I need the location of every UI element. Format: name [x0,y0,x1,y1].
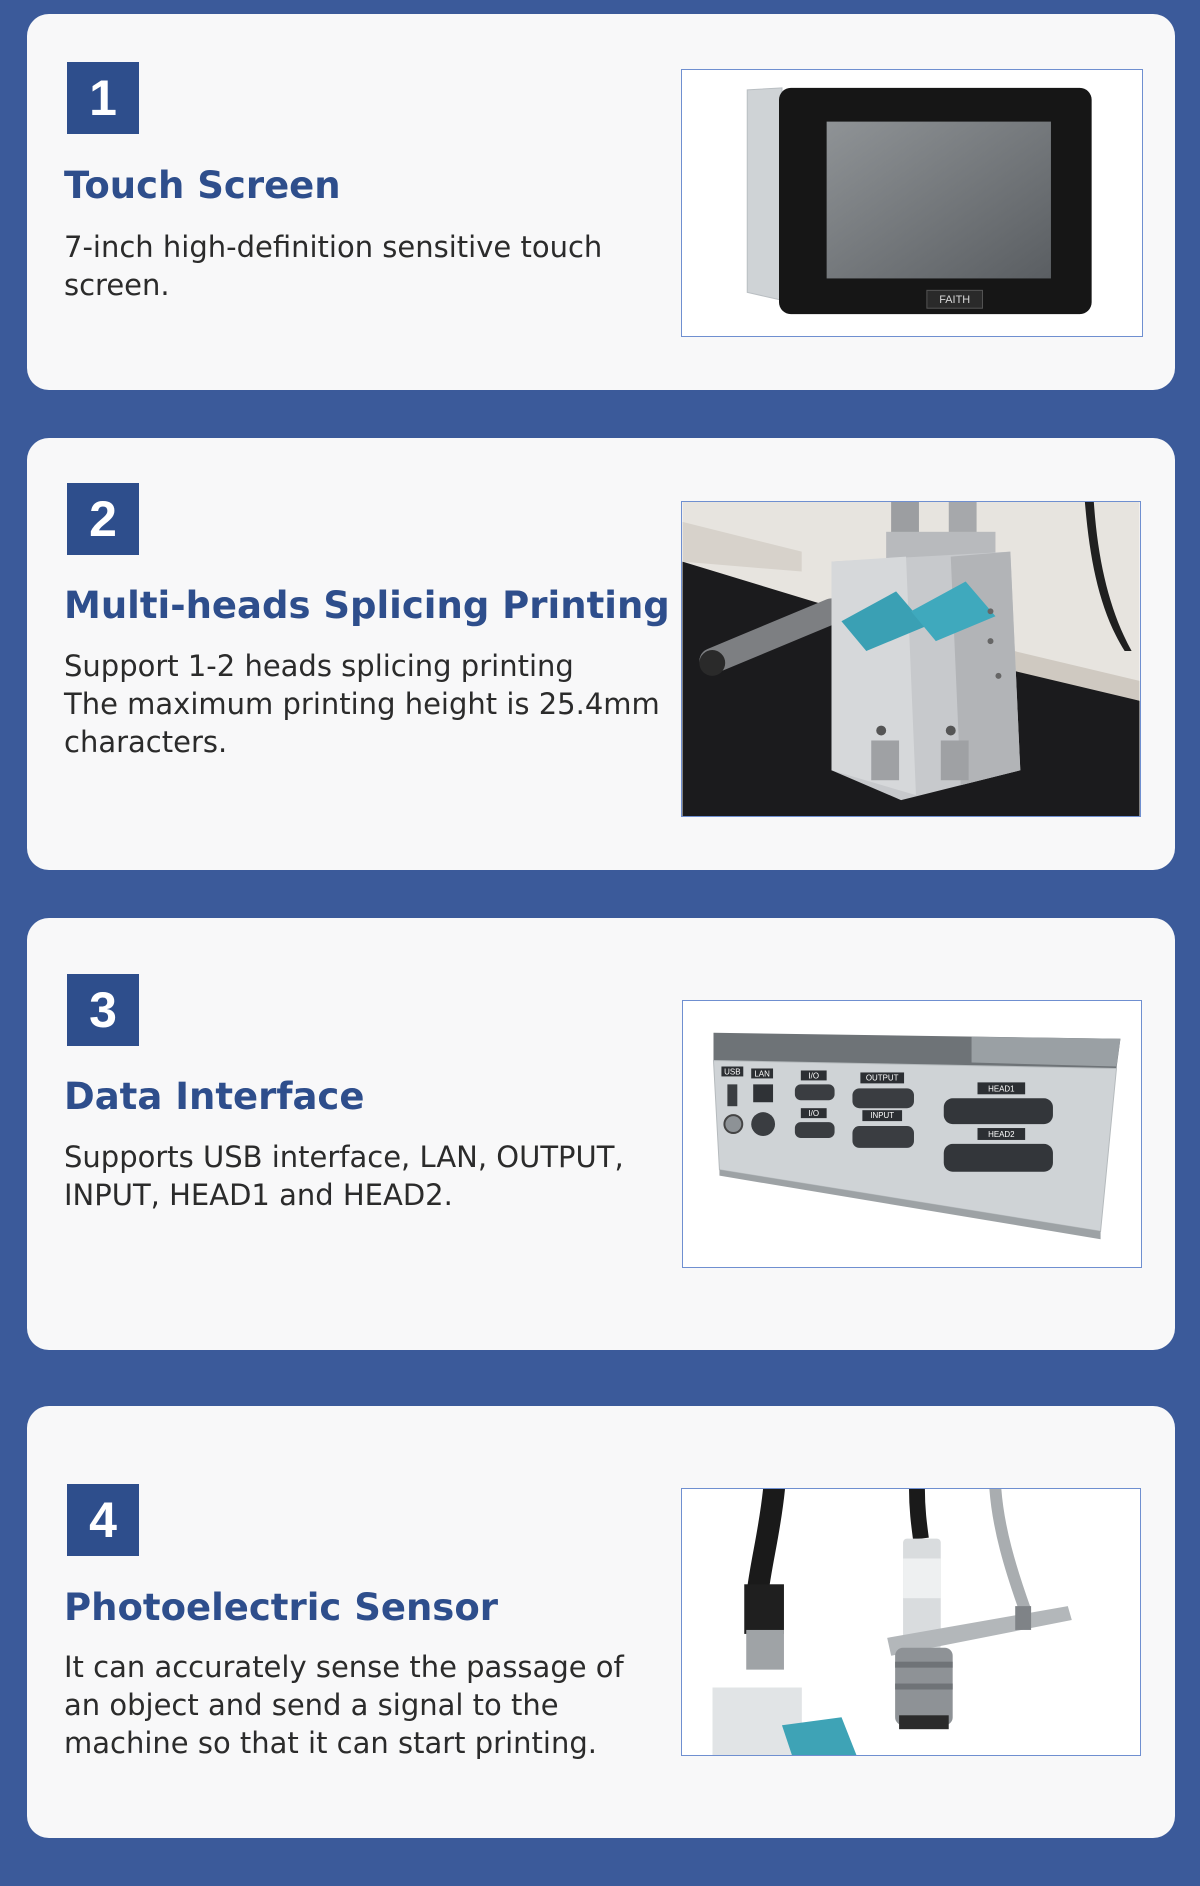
feature-description-line: It can accurately sense the passage of [64,1650,624,1684]
touch-screen-illustration [682,70,1142,336]
feature-description-line: Support 1-2 heads splicing printing [64,649,574,683]
feature-description [64,228,602,304]
feature-description-line: machine so that it can start printing. [64,1726,597,1760]
feature-card-photoelectric-sensor [27,1406,1175,1838]
feature-description-line: Supports USB interface, LAN, OUTPUT, [64,1140,624,1174]
feature-description [64,647,660,761]
data-interface-illustration [683,1001,1141,1267]
port-label-head2: HEAD2 [988,1129,1015,1139]
feature-title: Multi-heads Splicing Printing [64,584,670,627]
feature-title: Touch Screen [64,164,341,207]
feature-description-line: screen. [64,268,170,302]
touch-screen-photo [681,69,1143,337]
feature-description [64,1648,624,1762]
feature-description-line: The maximum printing height is 25.4mm [64,687,660,721]
feature-number-badge: 1 [67,62,139,134]
feature-description-line: characters. [64,725,228,759]
port-label-io: I/O [808,1071,820,1081]
feature-card-data-interface [27,918,1175,1350]
feature-number-badge: 2 [67,483,139,555]
feature-card-touch-screen [27,14,1175,390]
port-label-head1: HEAD1 [988,1084,1015,1094]
data-interface-photo [682,1000,1142,1268]
port-label-output: OUTPUT [865,1073,899,1083]
feature-title: Data Interface [64,1075,365,1118]
port-label-input: INPUT [870,1111,895,1121]
feature-description-line: 7-inch high-definition sensitive touch [64,230,603,264]
printing-heads-illustration [682,502,1140,816]
feature-card-multi-heads [27,438,1175,870]
feature-number-badge: 4 [67,1484,139,1556]
port-label-lan: LAN [754,1069,770,1079]
printing-heads-photo [681,501,1141,817]
feature-number-badge: 3 [67,974,139,1046]
feature-description-line: an object and send a signal to the [64,1688,559,1722]
port-label-io-2: I/O [808,1109,820,1119]
port-label-usb: USB [724,1067,741,1077]
feature-description-line: INPUT, HEAD1 and HEAD2. [64,1178,453,1212]
feature-description [64,1138,624,1214]
photoelectric-sensor-illustration [682,1489,1140,1755]
feature-title: Photoelectric Sensor [64,1586,498,1629]
photoelectric-sensor-photo [681,1488,1141,1756]
brand-label: FAITH [939,294,971,307]
